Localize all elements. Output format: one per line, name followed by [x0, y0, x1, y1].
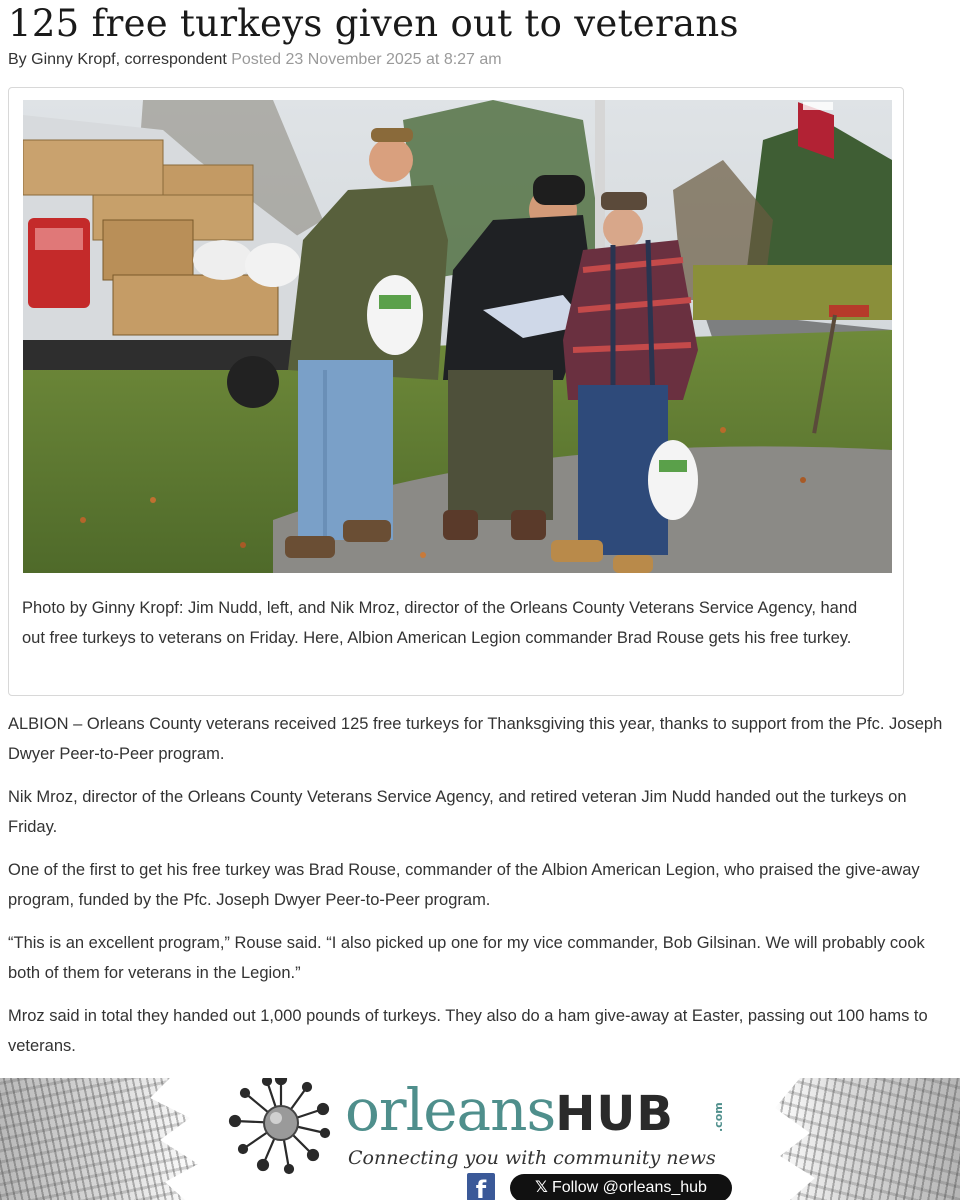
logo-word-hub: HUB	[555, 1086, 674, 1142]
photo-caption: Photo by Ginny Kropf: Jim Nudd, left, and Nik Mroz, director of the Orleans County Veterans Service Agency, hand out free turkeys to veterans on Friday. Here, Albion American Legion commander Brad Rouse gets his free turkey.	[22, 599, 858, 647]
article-paragraph: Nik Mroz, director of the Orleans County Veterans Service Agency, and retired veteran Jim Nudd handed out the turkeys on Friday.	[8, 788, 907, 836]
article-photo[interactable]	[23, 100, 892, 573]
article-paragraph: Mroz said in total they handed out 1,000 pounds of turkeys. They also do a ham give-away at Easter, passing out 100 hams to veterans.	[8, 1007, 928, 1055]
banner-tagline: Connecting you with community news	[348, 1147, 716, 1169]
x-follow-button[interactable]	[510, 1174, 732, 1200]
article-paragraph: One of the first to get his free turkey was Brad Rouse, commander of the Albion American Legion, who praised the give-away program, funded by the Pfc. Joseph Dwyer Peer-to-Peer program.	[8, 861, 920, 909]
sunburst-logo-icon[interactable]	[226, 1078, 336, 1183]
logo-suffix: .com	[712, 1102, 725, 1132]
posted-date: Posted 23 November 2025 at 8:27 am	[231, 51, 502, 68]
article-paragraph: “This is an excellent program,” Rouse said. “I also picked up one for my vice commander, Bob Gilsinan. We will probably cook both of them for veterans in the Legion.”	[8, 934, 925, 982]
orleans-hub-wordmark[interactable]	[345, 1078, 674, 1146]
article-headline: 125 free turkeys given out to veterans	[8, 2, 739, 45]
newspaper-texture-left	[0, 1078, 200, 1200]
article-body	[8, 709, 956, 1074]
author-name[interactable]: By Ginny Kropf, correspondent	[8, 51, 227, 68]
logo-word-orleans: orleans	[345, 1078, 556, 1144]
x-icon: 𝕏	[535, 1177, 548, 1196]
photo-figure	[8, 87, 904, 696]
facebook-icon[interactable]: f	[467, 1173, 495, 1200]
newspaper-texture-right	[770, 1078, 960, 1200]
follow-label: Follow @orleans_hub	[551, 1179, 707, 1196]
article-paragraph: ALBION – Orleans County veterans received 125 free turkeys for Thanksgiving this year, thanks to support from the Pfc. Joseph Dwyer Peer-to-Peer program.	[8, 715, 943, 763]
article-byline	[8, 51, 502, 69]
orleans-hub-banner	[0, 1078, 960, 1200]
